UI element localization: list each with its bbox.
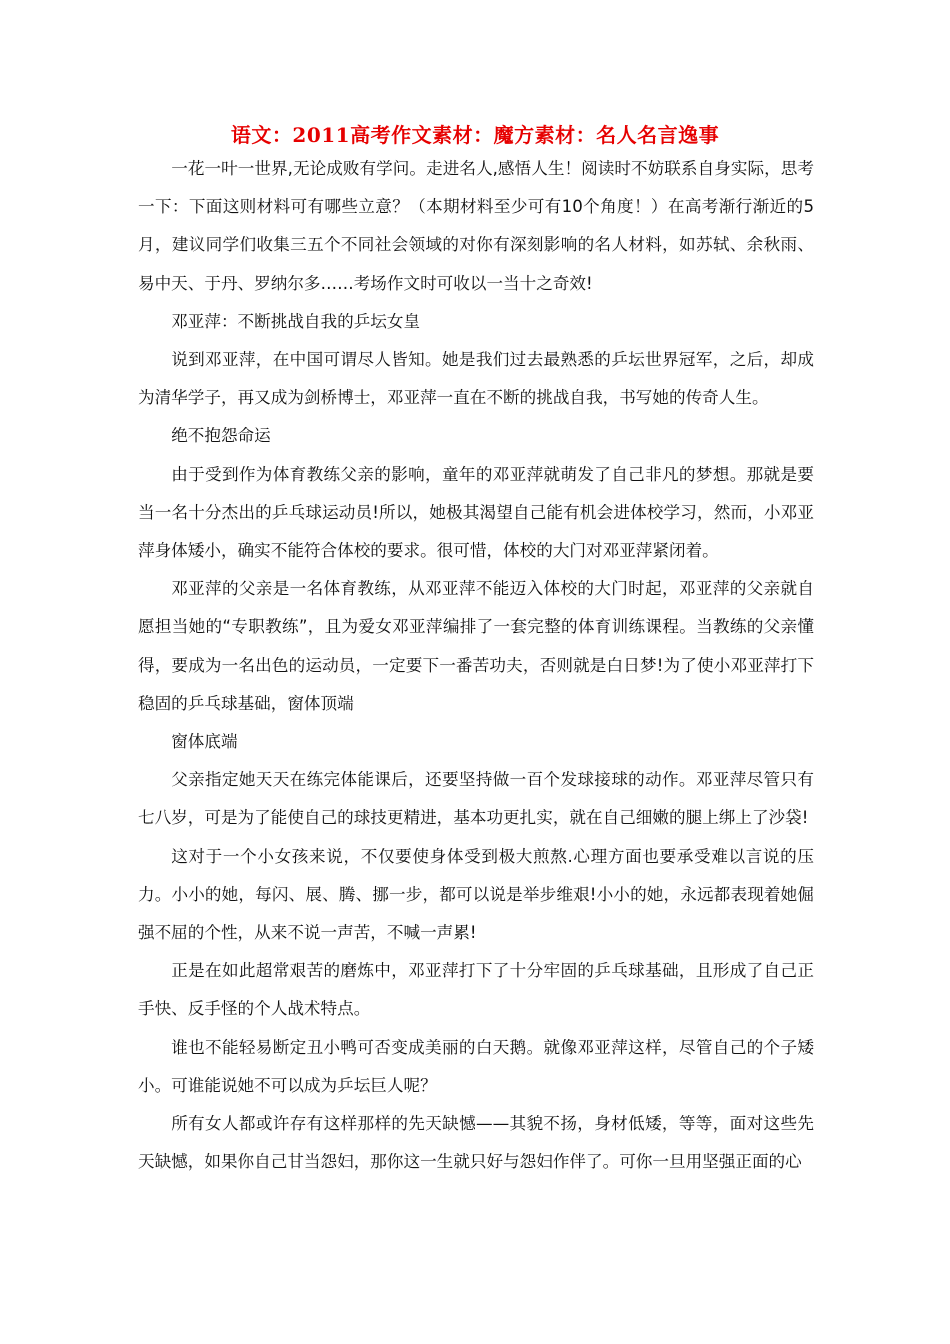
paragraph: 所有女人都或许存有这样那样的先天缺憾——其貌不扬，身材低矮，等等，面对这些先天缺憾，如果你自己甘当怨妇，那你这一生就只好与怨妇作伴了。可你一旦用坚强正面的心 [138, 1114, 814, 1172]
paragraph: 邓亚萍的父亲是一名体育教练，从邓亚萍不能迈入体校的大门时起，邓亚萍的父亲就自愿担当她的“专职教练”，且为爱女邓亚萍编排了一套完整的体育训练课程。当教练的父亲懂得，要成为一名出色的运动员，一定要下一番苦功夫，否则就是白日梦!为了使小邓亚萍打下稳固的乒乓球基础，窗体顶端 [138, 579, 814, 713]
paragraph: 说到邓亚萍，在中国可谓尽人皆知。她是我们过去最熟悉的乒坛世界冠军，之后，却成为清华学子，再又成为剑桥博士，邓亚萍一直在不断的挑战自我，书写她的传奇人生。 [138, 350, 814, 408]
paragraph-intro: 一花一叶一世界,无论成败有学问。走进名人,感悟人生！阅读时不妨联系自身实际，思考一下：下面这则材料可有哪些立意？（本期材料至少可有10个角度！）在高考渐行渐近的5月，建议同学们收集三五个不同社会领域的对你有深刻影响的名人材料，如苏轼、余秋雨、易中天、于丹、罗纳尔多……考场作文时可收以一当十之奇效! [138, 159, 814, 293]
paragraph: 这对于一个小女孩来说，不仅要使身体受到极大煎熬.心理方面也要承受难以言说的压力。小小的她，每闪、展、腾、挪一步，都可以说是举步维艰!小小的她，永远都表现着她倔强不屈的个性，从来不说一声苦，不喊一声累! [138, 846, 814, 943]
paragraph: 窗体底端 [171, 732, 238, 752]
subsection-heading: 绝不抱怨命运 [171, 426, 271, 446]
paragraph: 由于受到作为体育教练父亲的影响，童年的邓亚萍就萌发了自己非凡的梦想。那就是要当一名十分杰出的乒乓球运动员!所以，她极其渴望自己能有机会进体校学习，然而，小邓亚萍身体矮小，确实不能符合体校的要求。很可惜，体校的大门对邓亚萍紧闭着。 [138, 464, 814, 561]
section-heading: 邓亚萍：不断挑战自我的乒坛女皇 [171, 311, 421, 331]
document-body [138, 150, 814, 1181]
paragraph: 父亲指定她天天在练完体能课后，还要坚持做一百个发球接球的动作。邓亚萍尽管只有七八岁，可是为了能使自己的球技更精进，基本功更扎实，就在自己细嫩的腿上绑上了沙袋! [138, 770, 814, 828]
document-title: 语文：2011高考作文素材：魔方素材：名人名言逸事 [230, 123, 720, 147]
paragraph: 正是在如此超常艰苦的磨炼中，邓亚萍打下了十分牢固的乒乓球基础，且形成了自己正手快、反手怪的个人战术特点。 [138, 961, 814, 1019]
paragraph: 谁也不能轻易断定丑小鸭可否变成美丽的白天鹅。就像邓亚萍这样，尽管自己的个子矮小。可谁能说她不可以成为乒坛巨人呢？ [138, 1037, 814, 1095]
